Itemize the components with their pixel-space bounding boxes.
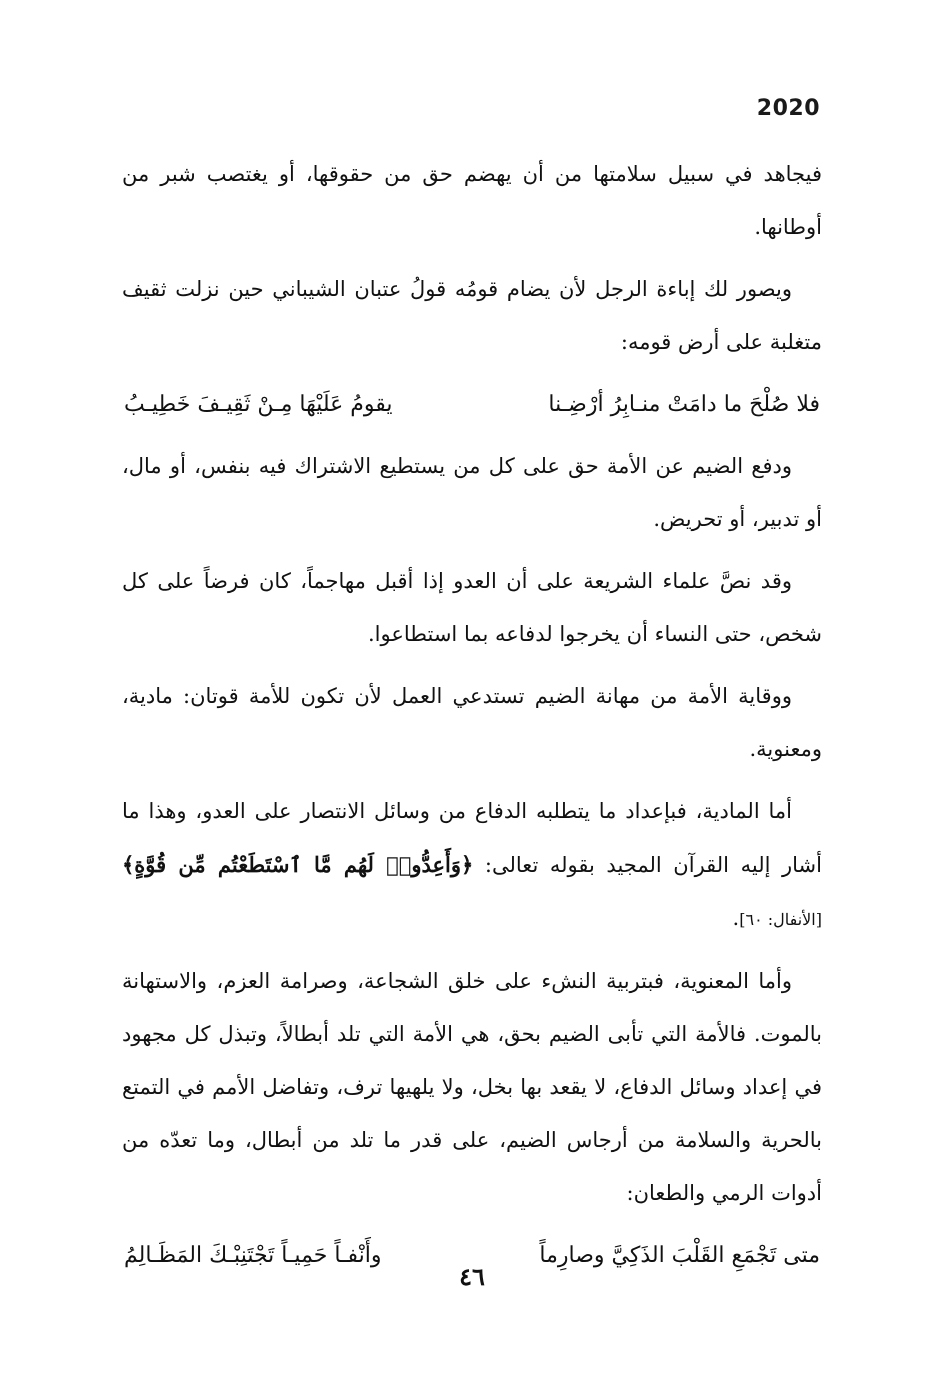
paragraph-3: ودفع الضيم عن الأمة حق على كل من يستطيع الاشتراك فيه بنفس، أو مال، أو تدبير، أو تحريض.	[122, 454, 822, 531]
header-number: 2020	[756, 96, 820, 121]
paragraph-7: وأما المعنوية، فبتربية النشء على خلق الشجاعة، وصرامة العزم، والاستهانة بالموت. فالأمة التي تأبى الضيم بحق، هي الأمة التي تلد أبطالاً، وتبذل كل مجهود في إعداد وسائل الدفاع، لا يقعد بها بخل، ولا يلهيها ترف، وتفاضل الأمم في التمتع بالحرية والسلامة من أرجاس الضيم، على قدر ما تلد من أبطال، وما تعدّه من أدوات الرمي والطعان:	[122, 969, 822, 1205]
verse-2-second-hemistich: وأَنْفـاً حَمِيـاً تَجْتَنِبْـكَ المَظَـالِمُ	[124, 1243, 382, 1268]
paragraph-6-text: أما المادية، فبإعداد ما يتطلبه الدفاع من وسائل الانتصار على العدو، وهذا ما أشار إليه القرآن المجيد بقوله تعالى:	[122, 799, 822, 877]
verse-1	[122, 378, 822, 431]
verse-1-second-hemistich: يقومُ عَلَيْهَا مِـنْ ثَقِيـفَ خَطِيـبُ	[124, 392, 393, 417]
paragraph-2: ويصور لك إباءة الرجل لأن يضام قومُه قولُ عتبان الشيباني حين نزلت ثقيف متغلبة على أرض قومه:	[122, 277, 822, 354]
quran-reference: [الأنفال: ٦٠]	[739, 910, 822, 929]
paragraph-6	[122, 785, 822, 946]
page-number: ٤٦	[459, 1262, 485, 1291]
paragraph-5: ووقاية الأمة من مهانة الضيم تستدعي العمل لأن تكون للأمة قوتان: مادية، ومعنوية.	[122, 684, 822, 761]
paragraph-6-end: .	[732, 906, 740, 930]
verse-1-first-hemistich: فلا صُلْحَ ما دامَتْ منـابِرُ أرْضِـنا	[548, 392, 820, 417]
quran-verse: ﴿وَأَعِدُّوا۟ لَهُم مَّا ٱسْتَطَعْتُم مِّن قُوَّةٍ﴾	[122, 852, 474, 877]
body-text	[122, 148, 822, 1291]
verse-2-first-hemistich: متى تَجْمَعِ القَلْبَ الذَكِيَّ وصارِماً	[539, 1243, 820, 1268]
paragraph-4: وقد نصَّ علماء الشريعة على أن العدو إذا أقبل مهاجماً، كان فرضاً على كل شخص، حتى النساء أن يخرجوا لدفاعه بما استطاعوا.	[122, 569, 822, 646]
paragraph-1: فيجاهد في سبيل سلامتها من أن يهضم حق من حقوقها، أو يغتصب شبر من أوطانها.	[122, 162, 822, 239]
